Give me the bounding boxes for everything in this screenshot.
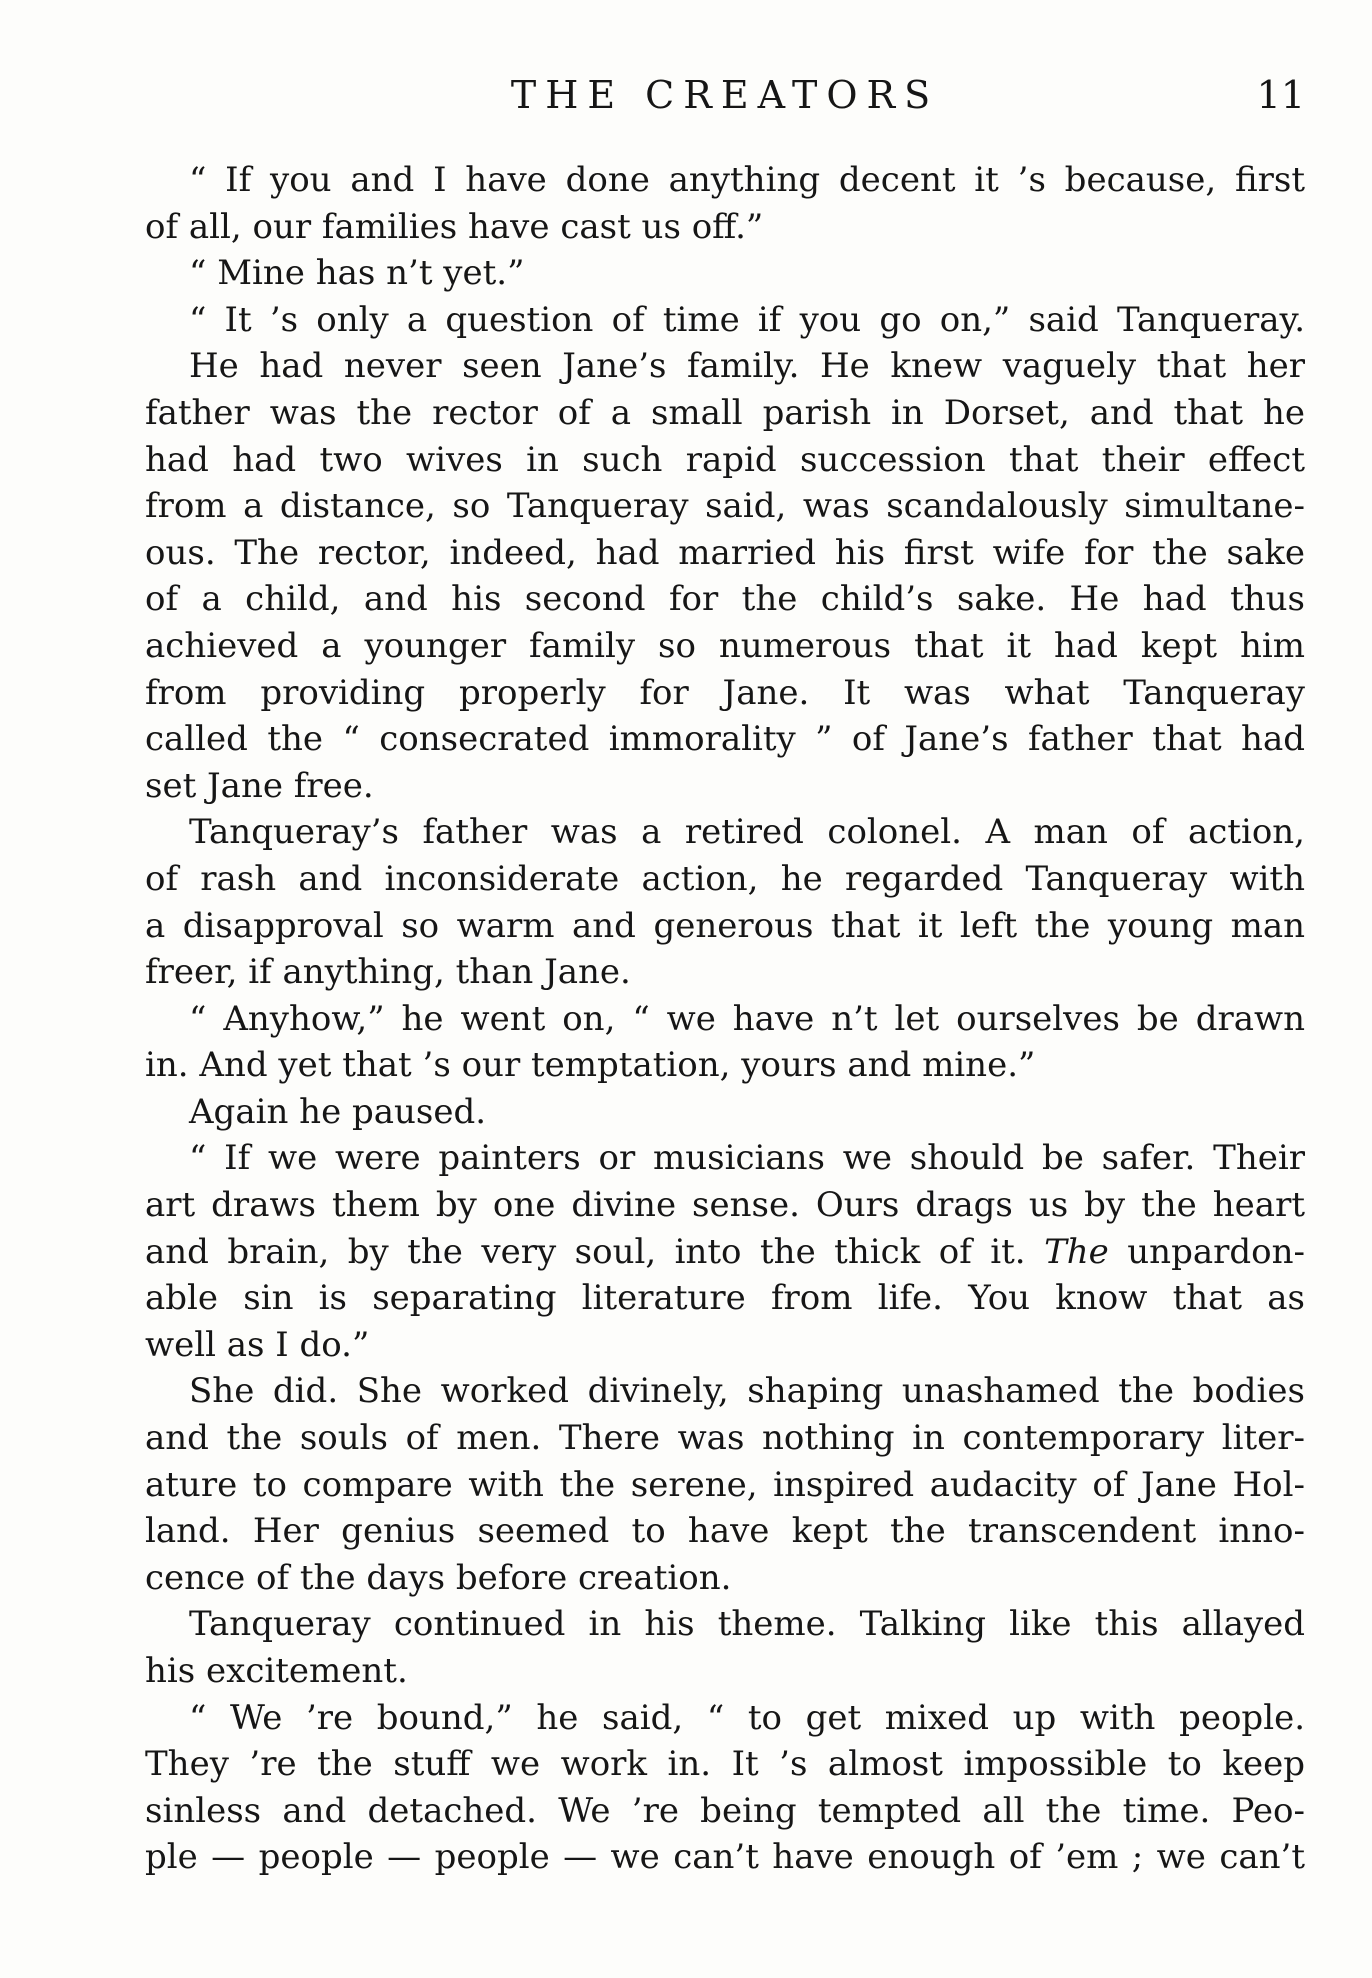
text-line: Tanqueray’s father was a retired colonel. A man of action, [189, 812, 1305, 853]
text-line: well as I do.” [145, 1324, 370, 1365]
text-line: “ Mine has n’t yet.” [189, 253, 525, 294]
text-line: Again he paused. [189, 1091, 487, 1132]
text-line: Tanqueray continued in his theme. Talking like this allayed [189, 1604, 1305, 1645]
text-line: able sin is separating literature from life. You know that as [145, 1278, 1305, 1319]
text-line: of all, our families have cast us off.” [145, 206, 764, 247]
text-line: his excitement. [145, 1651, 408, 1691]
italic-emphasis: The [1044, 1231, 1109, 1272]
running-title: THE CREATORS [510, 73, 940, 117]
text-segment: and brain, by the very soul, into the thick of it. [145, 1231, 1045, 1272]
text-line: They ’re the stuff we work in. It ’s almost impossible to keep [145, 1744, 1305, 1785]
text-line: “ We ’re bound,” he said, “ to get mixed up with people. [189, 1697, 1305, 1738]
running-head [145, 70, 1305, 120]
text-line: She did. She worked divinely, shaping unashamed the bodies [189, 1371, 1305, 1412]
text-line: from providing properly for Jane. It was what Tanqueray [145, 672, 1305, 713]
text-line: “ If we were painters or musicians we should be safer. Their [189, 1138, 1305, 1179]
text-line: ature to compare with the serene, inspired audacity of Jane Hol- [145, 1464, 1305, 1505]
text-line: and the souls of men. There was nothing in contemporary liter- [145, 1418, 1305, 1459]
text-line: cence of the days before creation. [145, 1557, 732, 1598]
text-line: called the “ consecrated immorality ” of Jane’s father that had [145, 719, 1305, 760]
text-line: ple — people — people — we can’t have enough of ’em ; we can’t [145, 1837, 1305, 1878]
text-line [145, 1229, 1305, 1276]
text-line: in. And yet that ’s our temptation, yours and mine.” [145, 1045, 1036, 1086]
text-line: a disapproval so warm and generous that it left the young man [145, 905, 1305, 946]
text-line: land. Her genius seemed to have kept the transcendent inno- [145, 1511, 1305, 1552]
text-line: “ It ’s only a question of time if you go on,” said Tanqueray. [189, 299, 1305, 340]
text-line: sinless and detached. We ’re being tempted all the time. Peo- [145, 1790, 1305, 1831]
text-line: set Jane free. [145, 765, 374, 806]
text-segment: unpardon- [1108, 1231, 1305, 1272]
text-line: “ If you and I have done anything decent it ’s because, first [189, 160, 1305, 200]
body-text [145, 157, 1305, 1881]
text-line: freer, if anything, than Jane. [145, 952, 631, 993]
text-line: ous. The rector, indeed, had married his first wife for the sake [145, 532, 1305, 573]
text-line: achieved a younger family so numerous that it had kept him [145, 625, 1305, 666]
text-line: of a child, and his second for the child’s sake. He had thus [145, 579, 1305, 620]
text-line: art draws them by one divine sense. Ours drags us by the heart [145, 1185, 1305, 1226]
page-number: 11 [1256, 73, 1305, 117]
text-line: He had never seen Jane’s family. He knew vaguely that her [189, 346, 1305, 387]
text-line: father was the rector of a small parish in Dorset, and that he [145, 392, 1305, 433]
text-line: of rash and inconsiderate action, he regarded Tanqueray with [145, 858, 1305, 899]
text-line: “ Anyhow,” he went on, “ we have n’t let ourselves be drawn [189, 998, 1305, 1039]
text-line: had had two wives in such rapid succession that their effect [145, 439, 1305, 480]
text-line: from a distance, so Tanqueray said, was scandalously simultane- [145, 486, 1305, 527]
